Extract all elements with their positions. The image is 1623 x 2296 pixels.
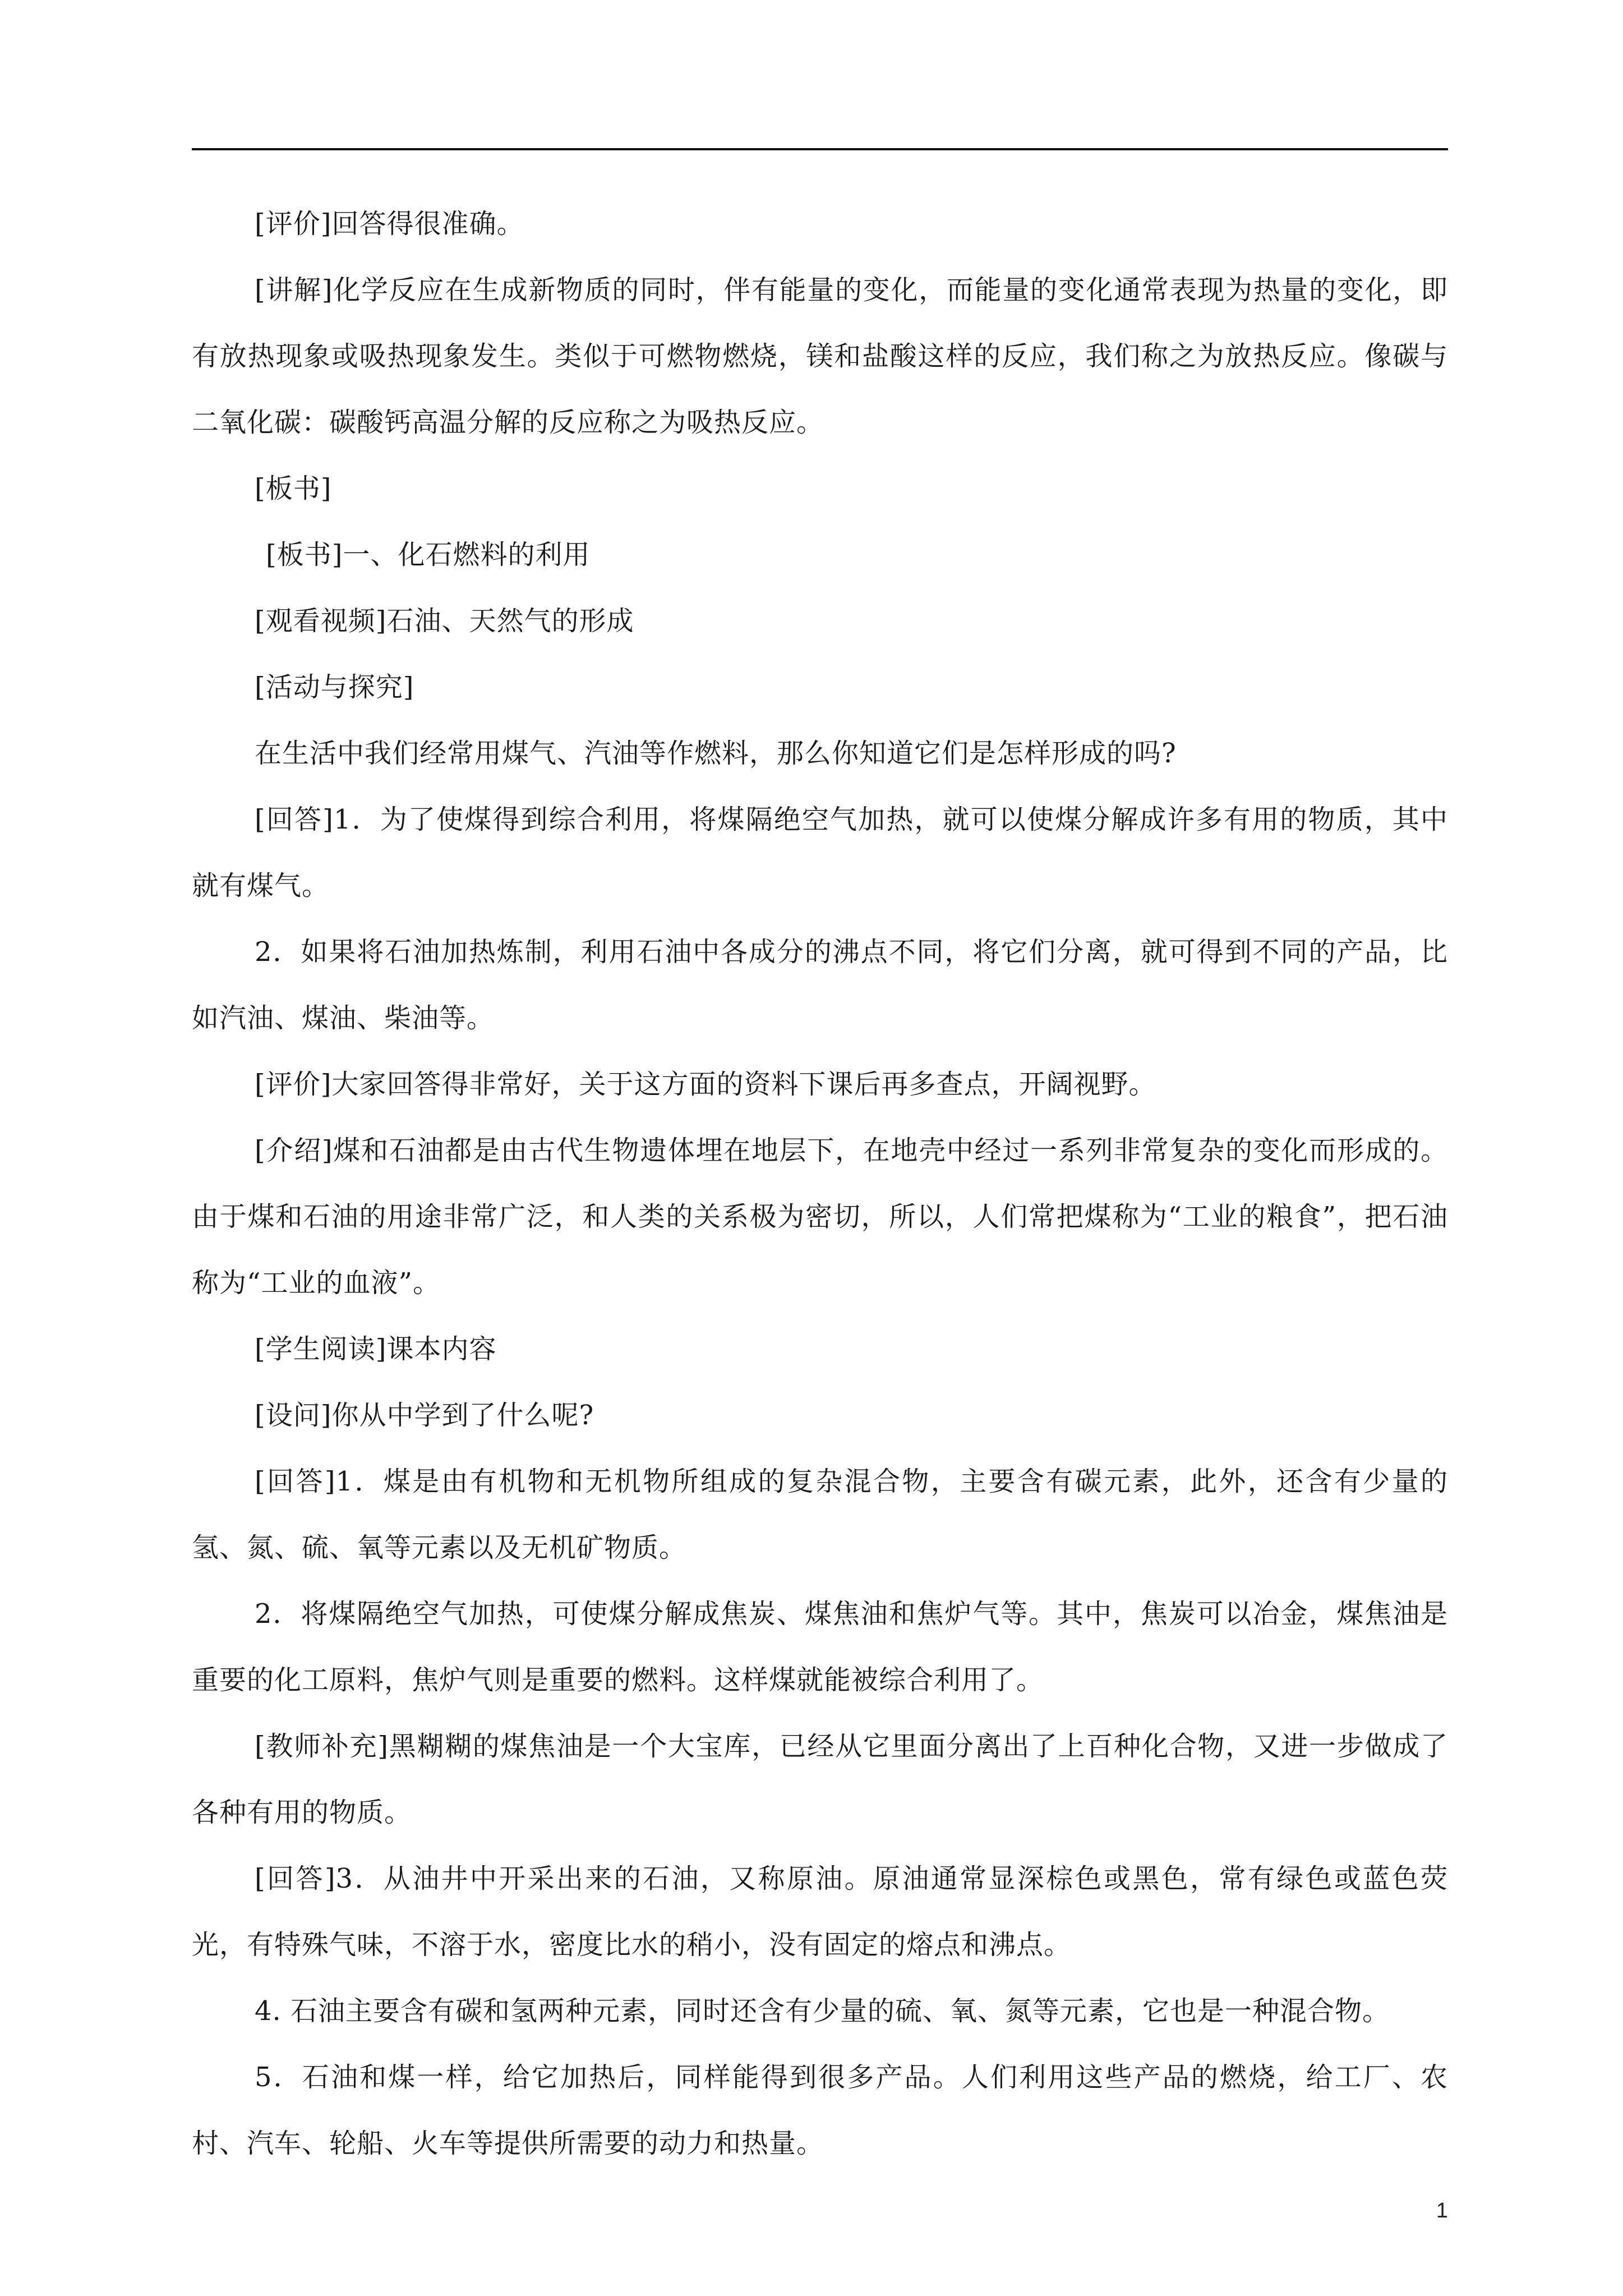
- paragraph-oil-answer-3: [回答]3．从油井中开采出来的石油，又称原油。原油通常显深棕色或黑色，常有绿色或蓝色荧光，有特殊气味，不溶于水，密度比水的稍小，没有固定的熔点和沸点。: [192, 1863, 1448, 1961]
- page-number: 1: [1436, 2199, 1448, 2223]
- paragraph-evaluation-1: [评价]回答得很准确。: [255, 208, 524, 240]
- paragraph-blackboard: [板书]: [255, 473, 332, 504]
- paragraph-student-reading: [学生阅读]课本内容: [255, 1333, 497, 1365]
- paragraph-blackboard-heading: [板书]一、化石燃料的利用: [266, 539, 591, 570]
- paragraph-question: 在生活中我们经常用煤气、汽油等作燃料，那么你知道它们是怎样形成的吗?: [255, 738, 1177, 769]
- paragraph-oil-answer-5: 5．石油和煤一样，给它加热后，同样能得到很多产品。人们利用这些产品的燃烧，给工厂、农村、汽车、轮船、火车等提供所需要的动力和热量。: [192, 2062, 1448, 2159]
- paragraph-teacher-supplement: [教师补充]黑糊糊的煤焦油是一个大宝库，已经从它里面分离出了上百种化合物，又进一步做成了各种有用的物质。: [192, 1731, 1448, 1828]
- paragraph-coal-answer-2: 2．将煤隔绝空气加热，可使煤分解成焦炭、煤焦油和焦炉气等。其中，焦炭可以冶金，煤焦油是重要的化工原料，焦炉气则是重要的燃料。这样煤就能被综合利用了。: [192, 1598, 1448, 1696]
- header-rule: [192, 148, 1448, 150]
- paragraph-explanation: [讲解]化学反应在生成新物质的同时，伴有能量的变化，而能量的变化通常表现为热量的变化，即有放热现象或吸热现象发生。类似于可燃物燃烧，镁和盐酸这样的反应，我们称之为放热反应。像碳与二氧化碳：碳酸钙高温分解的反应称之为吸热反应。: [192, 274, 1448, 438]
- paragraph-prompt: [设问]你从中学到了什么呢?: [255, 1400, 594, 1431]
- paragraph-answer-2: 2．如果将石油加热炼制，利用石油中各成分的沸点不同，将它们分离，就可得到不同的产品，比如汽油、煤油、柴油等。: [192, 936, 1448, 1034]
- paragraph-coal-answer-1: [回答]1．煤是由有机物和无机物所组成的复杂混合物，主要含有碳元素，此外，还含有少量的氢、氮、硫、氧等元素以及无机矿物质。: [192, 1466, 1448, 1563]
- paragraph-introduction: [介绍]煤和石油都是由古代生物遗体埋在地层下，在地壳中经过一系列非常复杂的变化而形成的。由于煤和石油的用途非常广泛，和人类的关系极为密切，所以，人们常把煤称为“工业的粮食”，把石油称为“工业的血液”。: [192, 1135, 1448, 1299]
- paragraph-video: [观看视频]石油、天然气的形成: [255, 605, 634, 637]
- paragraph-answer-1: [回答]1．为了使煤得到综合利用，将煤隔绝空气加热，就可以使煤分解成许多有用的物质，其中就有煤气。: [192, 804, 1448, 901]
- paragraph-oil-answer-4: 4. 石油主要含有碳和氢两种元素，同时还含有少量的硫、氧、氮等元素，它也是一种混合物。: [255, 1995, 1390, 2027]
- paragraph-evaluation-2: [评价]大家回答得非常好，关于这方面的资料下课后再多查点，开阔视野。: [255, 1069, 1156, 1100]
- body-text: [192, 191, 1448, 2177]
- paragraph-activity: [活动与探究]: [255, 671, 414, 703]
